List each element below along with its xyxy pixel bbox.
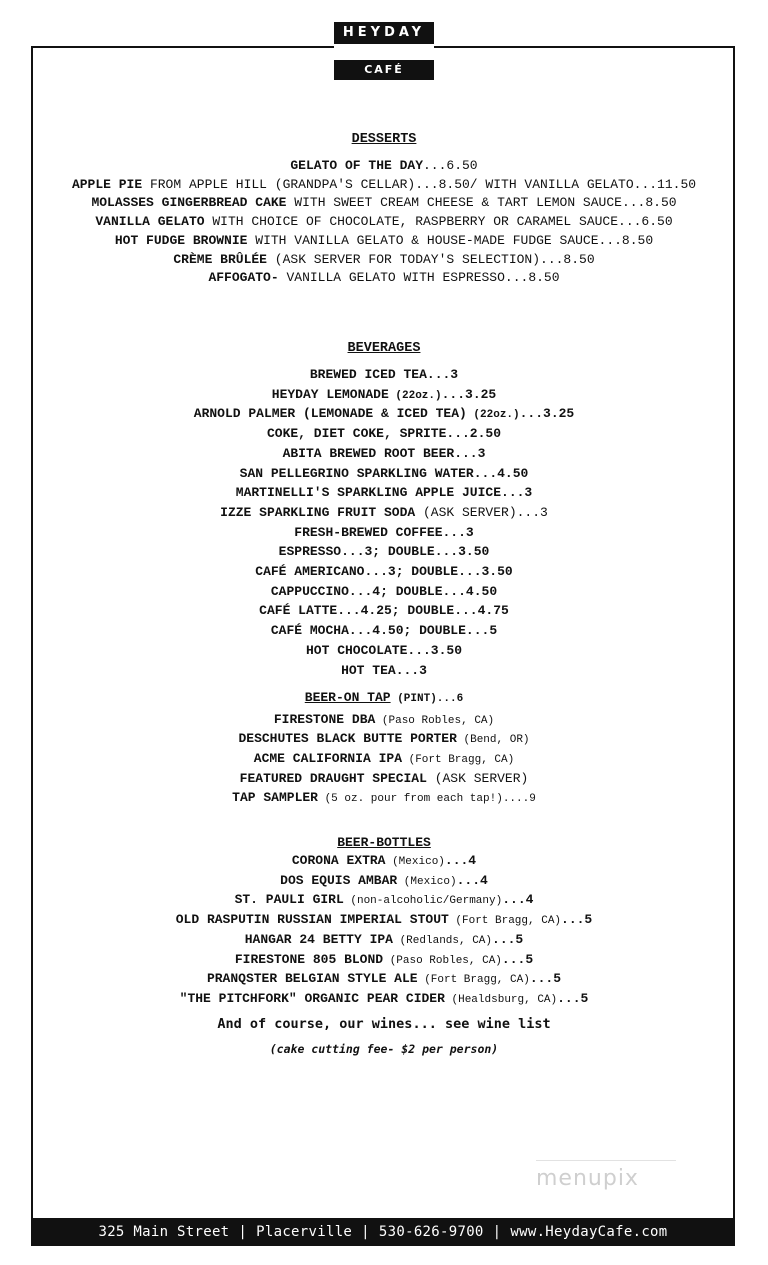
dessert-item: APPLE PIE FROM APPLE HILL (GRANDPA'S CELLAR)...8.50/ WITH VANILLA GELATO...11.50	[71, 176, 697, 192]
bottle-item: ST. PAULI GIRL (non-alcoholic/Germany)...4	[234, 892, 534, 908]
beverage-item: CAFÉ LATTE...4.25; DOUBLE...4.75	[259, 603, 509, 619]
dessert-item: CRÈME BRÛLÉE (ASK SERVER FOR TODAY'S SELECTION)...8.50	[173, 251, 595, 267]
beverage-item: FRESH-BREWED COFFEE...3	[294, 524, 474, 540]
beverage-item: IZZE SPARKLING FRUIT SODA (ASK SERVER)...3	[220, 504, 548, 520]
desserts-section	[40, 132, 728, 288]
beverage-item: SAN PELLEGRINO SPARKLING WATER...4.50	[239, 465, 529, 481]
bottle-item: FIRESTONE 805 BLOND (Paso Robles, CA)...5	[234, 951, 534, 967]
footer-address: 325 Main Street	[98, 1224, 230, 1240]
bottle-item: "THE PITCHFORK" ORGANIC PEAR CIDER (Healdsburg, CA)...5	[179, 990, 589, 1006]
watermark-rule	[536, 1160, 676, 1161]
beverage-item: MARTINELLI'S SPARKLING APPLE JUICE...3	[235, 485, 533, 501]
footer-separator: |	[492, 1224, 502, 1240]
bottle-item: DOS EQUIS AMBAR (Mexico)...4	[280, 872, 488, 888]
beer-bottles-title: BEER-BOTTLES	[337, 835, 431, 850]
dessert-item: HOT FUDGE BROWNIE WITH VANILLA GELATO & HOUSE-MADE FUDGE SAUCE...8.50	[114, 232, 654, 248]
beverage-item: COKE, DIET COKE, SPRITE...2.50	[266, 426, 502, 442]
bottle-item: HANGAR 24 BETTY IPA (Redlands, CA)...5	[244, 931, 524, 947]
bottle-item: OLD RASPUTIN RUSSIAN IMPERIAL STOUT (Fort Bragg, CA)...5	[175, 912, 593, 928]
beer-tap-section	[40, 689, 728, 808]
tap-item: TAP SAMPLER (5 oz. pour from each tap!)....9	[232, 789, 536, 805]
beer-tap-title: BEER-ON TAP (PINT)...6	[304, 690, 464, 705]
dessert-item: MOLASSES GINGERBREAD CAKE WITH SWEET CREAM CHEESE & TART LEMON SAUCE...8.50	[91, 195, 677, 211]
beer-bottles-section	[40, 835, 728, 1010]
beverage-item: ABITA BREWED ROOT BEER...3	[282, 445, 486, 461]
bottle-item: PRANQSTER BELGIAN STYLE ALE (Fort Bragg, CA)...5	[206, 971, 562, 987]
beverage-item: HEYDAY LEMONADE (22oz.)...3.25	[271, 386, 497, 402]
beverage-item: ESPRESSO...3; DOUBLE...3.50	[278, 544, 490, 560]
footer-phone: 530-626-9700	[378, 1224, 484, 1240]
watermark-logo: menupix	[536, 1166, 639, 1191]
footer-separator: |	[238, 1224, 248, 1240]
beverage-item: CAPPUCCINO...4; DOUBLE...4.50	[270, 583, 498, 599]
footer-city: Placerville	[256, 1224, 353, 1240]
logo-name: HEYDAY	[334, 22, 434, 44]
beverage-item: CAFÉ AMERICANO...3; DOUBLE...3.50	[255, 564, 513, 580]
footer-separator: |	[361, 1224, 370, 1240]
beverages-title: BEVERAGES	[347, 341, 421, 356]
beverage-item: HOT CHOCOLATE...3.50	[305, 642, 463, 658]
cake-fee-note: (cake cutting fee- $2 per person)	[269, 1042, 499, 1056]
logo	[334, 22, 434, 80]
beverages-section	[40, 341, 728, 681]
wine-note: And of course, our wines... see wine list	[217, 1016, 551, 1032]
tap-item: ACME CALIFORNIA IPA (Fort Bragg, CA)	[253, 751, 515, 767]
beverage-item: CAFÉ MOCHA...4.50; DOUBLE...5	[270, 623, 498, 639]
beverage-item: HOT TEA...3	[341, 662, 427, 678]
footer-website-link[interactable]: www.HeydayCafe.com	[510, 1224, 668, 1240]
desserts-title: DESSERTS	[351, 132, 417, 147]
beverage-item: ARNOLD PALMER (LEMONADE & ICED TEA) (22oz.)...3.25	[193, 406, 575, 422]
footer-bar	[31, 1218, 735, 1246]
dessert-item: AFFOGATO- VANILLA GELATO WITH ESPRESSO...8.50	[208, 270, 560, 286]
dessert-item: GELATO OF THE DAY...6.50	[290, 158, 478, 173]
tap-item: FIRESTONE DBA (Paso Robles, CA)	[273, 711, 495, 727]
bottle-item: CORONA EXTRA (Mexico)...4	[291, 853, 477, 868]
tap-item: DESCHUTES BLACK BUTTE PORTER (Bend, OR)	[238, 731, 530, 747]
beverage-item: BREWED ICED TEA...3	[309, 367, 459, 382]
tap-item: FEATURED DRAUGHT SPECIAL (ASK SERVER)	[239, 770, 529, 786]
dessert-item: VANILLA GELATO WITH CHOICE OF CHOCOLATE, RASPBERRY OR CARAMEL SAUCE...6.50	[95, 214, 673, 230]
logo-subtitle: CAFÉ	[334, 60, 434, 80]
